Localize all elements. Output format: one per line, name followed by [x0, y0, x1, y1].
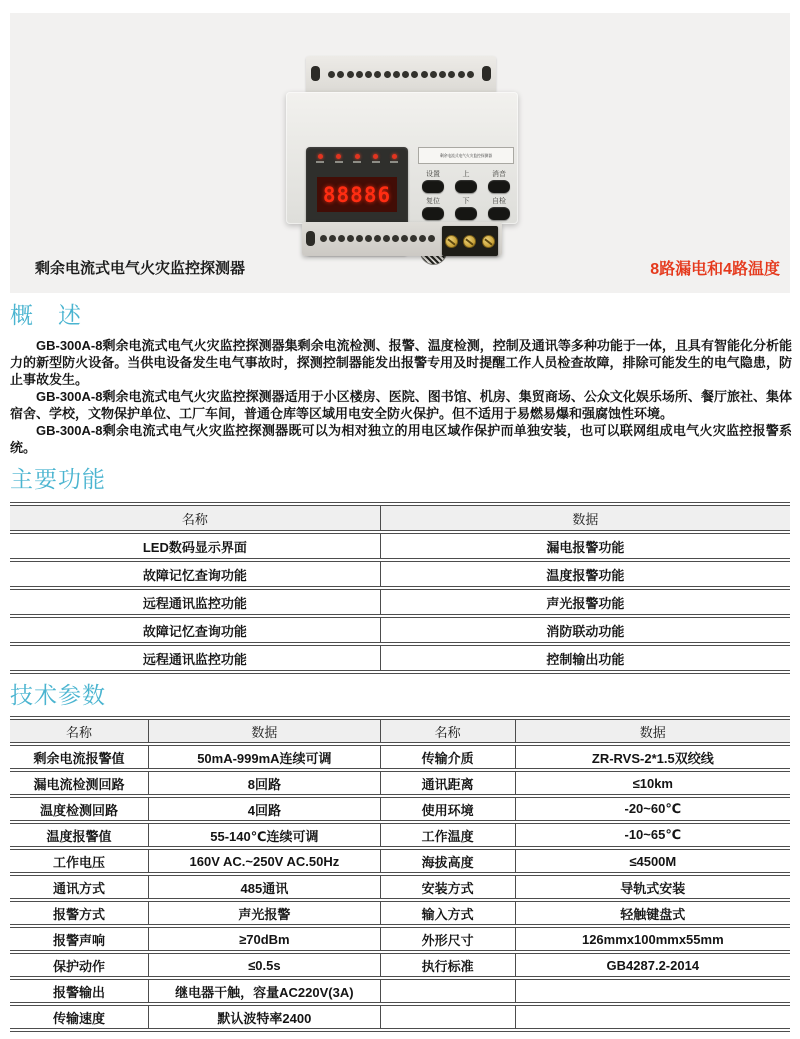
table-cell: 通讯方式 [53, 880, 106, 896]
terminal-dot-icon [467, 71, 474, 78]
device-right-panel [418, 147, 514, 220]
terminal-dot-icon [448, 71, 455, 78]
device-top-rail [306, 56, 496, 94]
table-cell: 通讯距离 [380, 772, 515, 794]
device-button-icon [488, 180, 510, 193]
device-button-label: 自检 [492, 198, 506, 205]
table-cell: 远程通讯监控功能 [142, 651, 247, 667]
table-row [10, 771, 790, 795]
terminal-dot-icon [356, 71, 363, 78]
device-button-icon [422, 207, 444, 220]
table-cell: 报警声响 [53, 932, 106, 948]
table-cell: 漏电流检测回路 [33, 776, 125, 792]
table-row [10, 645, 790, 671]
table-cell: 传输介质 [380, 746, 515, 768]
table-cell: 报警方式 [53, 906, 106, 922]
status-led-icon [390, 154, 398, 163]
specs-heading: 技术参数 [10, 682, 106, 708]
device-button-unit [451, 198, 481, 220]
terminal-dots-bottom [320, 235, 435, 242]
table-cell: 保护动作 [53, 958, 106, 974]
status-led-icon [335, 154, 343, 163]
device-button-label: 消音 [492, 171, 506, 178]
table-row [10, 849, 790, 873]
mount-hole-icon [311, 66, 320, 81]
product-photo-area [10, 13, 790, 293]
table-cell: 故障记忆查询功能 [142, 623, 247, 639]
device-button-icon [455, 207, 477, 220]
table-row [10, 561, 790, 587]
table-cell: -20~60℃ [515, 798, 790, 820]
status-led-icon [316, 154, 324, 163]
product-highlight: 8路漏电和4路温度 [650, 260, 780, 278]
table-row [10, 745, 790, 769]
table-cell: 4回路 [148, 798, 380, 820]
table-cell: 漏电报警功能 [380, 534, 790, 558]
device-panel-label [418, 147, 514, 164]
overview-paragraph: GB-300A-8剩余电流式电气火灾监控探测器适用于小区楼房、医院、图书馆、机房、集贸商场、公众文化娱乐场所、餐厅旅社、集体宿舍、学校，文物保护单位、工厂车间，普通仓库等区域用电安全防火保护。但不适用于易燃易爆和强腐蚀性环境。 [10, 389, 792, 421]
table-header-cell: 名称 [66, 724, 93, 740]
terminal-dot-icon [347, 71, 354, 78]
table-cell [515, 1006, 790, 1028]
table-cell [380, 980, 515, 1002]
device-button-unit [451, 171, 481, 193]
table-cell [515, 980, 790, 1002]
table-row [10, 1005, 790, 1029]
table-row [10, 875, 790, 899]
title-row [10, 247, 790, 293]
terminal-dot-icon [374, 71, 381, 78]
device-button-label: 上 [462, 171, 470, 178]
mount-hole-icon [306, 231, 315, 246]
terminal-dot-icon [393, 71, 400, 78]
table-cell: 控制输出功能 [380, 646, 790, 670]
screw-icon [482, 235, 495, 248]
mount-hole-icon [482, 66, 491, 81]
table-cell: ≥70dBm [148, 928, 380, 950]
terminal-dot-icon [329, 235, 336, 242]
device-button-icon [455, 180, 477, 193]
status-led-icon [353, 154, 361, 163]
table-row [10, 927, 790, 951]
terminal-dot-icon [411, 71, 418, 78]
overview-paragraphs [10, 337, 792, 456]
table-cell: 导轨式安装 [515, 876, 790, 898]
table-cell: 温度检测回路 [40, 802, 119, 818]
terminal-dot-icon [410, 235, 417, 242]
table-header-cell: 名称 [181, 511, 208, 527]
table-cell: 工作温度 [380, 824, 515, 846]
device-button-icon [422, 180, 444, 193]
screw-icon [463, 235, 476, 248]
terminal-dot-icon [328, 71, 335, 78]
device-button-label: 设置 [426, 171, 440, 178]
table-cell: 8回路 [148, 772, 380, 794]
terminal-dot-icon [374, 235, 381, 242]
table-cell: 工作电压 [53, 854, 106, 870]
terminal-dot-icon [384, 71, 391, 78]
table-cell: 输入方式 [380, 902, 515, 924]
device-button-unit [484, 198, 514, 220]
table-cell: 声光报警 [148, 902, 380, 924]
table-cell: 继电器干触，容量AC220V(3A) [148, 980, 380, 1002]
terminal-dot-icon [402, 71, 409, 78]
status-led-icon [372, 154, 380, 163]
functions-heading: 主要功能 [10, 466, 106, 492]
status-led-row [316, 154, 398, 163]
device-button-unit [418, 198, 448, 220]
device-button-label: 下 [462, 198, 470, 205]
table-cell: 远程通讯监控功能 [142, 595, 247, 611]
table-cell: ≤4500M [515, 850, 790, 872]
overview-paragraph: GB-300A-8剩余电流式电气火灾监控探测器既可以为相对独立的用电区域作保护而单独安装，也可以联网组成电气火灾监控报警系统。 [10, 423, 792, 455]
table-header-cell: 数据 [380, 506, 790, 530]
terminal-dot-icon [365, 235, 372, 242]
table-row [10, 617, 790, 643]
terminal-dot-icon [421, 71, 428, 78]
table-header-cell: 数据 [148, 720, 380, 742]
terminal-dot-icon [365, 71, 372, 78]
terminal-dot-icon [320, 235, 327, 242]
table-cell: ≤0.5s [148, 954, 380, 976]
table-cell: 声光报警功能 [380, 590, 790, 614]
terminal-dot-icon [419, 235, 426, 242]
overview-heading: 概 述 [10, 302, 82, 328]
functions-table [10, 502, 790, 674]
terminal-dot-icon [392, 235, 399, 242]
table-cell: GB4287.2-2014 [515, 954, 790, 976]
table-header-row [10, 505, 790, 531]
overview-paragraph: GB-300A-8剩余电流式电气火灾监控探测器集剩余电流检测、报警、温度检测，控制及通讯等多种功能于一体，且具有智能化分析能力的新型防火设备。当供电设备发生电气事故时，探测控制器能发出报警专用及时提醒工作人员检查故障，排除可能发生的电气隐患，防止事故发生。 [10, 338, 792, 387]
table-cell: 默认波特率2400 [148, 1006, 380, 1028]
device-image [282, 48, 522, 260]
table-row [10, 797, 790, 821]
table-row [10, 979, 790, 1003]
table-cell: 160V AC.~250V AC.50Hz [148, 850, 380, 872]
device-button-label: 复位 [426, 198, 440, 205]
terminal-dot-icon [430, 71, 437, 78]
screw-icon [445, 235, 458, 248]
device-button-unit [418, 171, 448, 193]
terminal-dot-icon [401, 235, 408, 242]
table-cell: 报警输出 [53, 984, 106, 1000]
terminal-dot-icon [347, 235, 354, 242]
device-body [286, 92, 518, 224]
terminal-dot-icon [439, 71, 446, 78]
device-button-icon [488, 207, 510, 220]
terminal-dot-icon [338, 235, 345, 242]
table-cell: -10~65℃ [515, 824, 790, 846]
table-header-cell: 名称 [380, 720, 515, 742]
terminal-dot-icon [428, 235, 435, 242]
table-header-cell: 数据 [515, 720, 790, 742]
table-cell: 485通讯 [148, 876, 380, 898]
table-cell: 使用环境 [380, 798, 515, 820]
device-button-grid [418, 171, 514, 220]
terminal-dot-icon [356, 235, 363, 242]
table-cell: ≤10km [515, 772, 790, 794]
table-row [10, 823, 790, 847]
display-digits: 88886 [322, 182, 392, 207]
terminal-dot-icon [458, 71, 465, 78]
table-cell: 传输速度 [53, 1010, 106, 1026]
table-cell: 外形尺寸 [380, 928, 515, 950]
table-cell: 故障记忆查询功能 [142, 567, 247, 583]
table-cell: 海拔高度 [380, 850, 515, 872]
table-cell: 剩余电流报警值 [33, 750, 125, 766]
table-cell: 温度报警值 [46, 828, 112, 844]
table-row [10, 901, 790, 925]
table-header-row [10, 719, 790, 743]
seven-segment-display [317, 177, 397, 212]
table-cell: ZR-RVS-2*1.5双绞线 [515, 746, 790, 768]
terminal-dots-top [328, 71, 474, 78]
terminal-dot-icon [383, 235, 390, 242]
table-row [10, 589, 790, 615]
device-button-unit [484, 171, 514, 193]
table-cell: 55-140℃连续可调 [148, 824, 380, 846]
table-row [10, 953, 790, 977]
device-panel-label-text: 剩余电流式电气火灾监控探测器 [439, 154, 493, 159]
product-title: 剩余电流式电气火灾监控探测器 [35, 259, 246, 277]
specs-table [10, 716, 790, 1032]
table-cell: 执行标准 [380, 954, 515, 976]
table-cell [380, 1006, 515, 1028]
table-cell: 轻触键盘式 [515, 902, 790, 924]
table-cell: 126mmx100mmx55mm [515, 928, 790, 950]
table-row [10, 533, 790, 559]
table-cell: 消防联动功能 [380, 618, 790, 642]
table-cell: 安装方式 [380, 876, 515, 898]
table-cell: LED数码显示界面 [142, 539, 247, 555]
table-cell: 温度报警功能 [380, 562, 790, 586]
table-cell: 50mA-999mA连续可调 [148, 746, 380, 768]
terminal-dot-icon [337, 71, 344, 78]
